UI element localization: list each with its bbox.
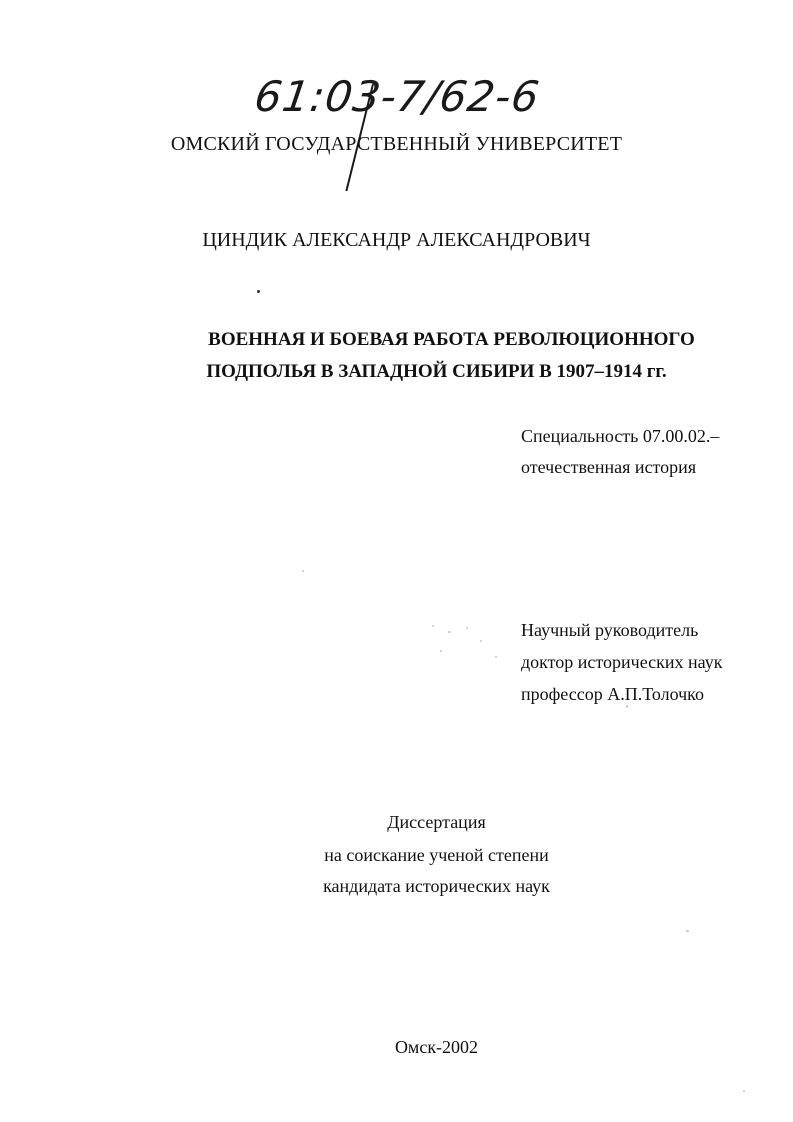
scan-speck: [480, 640, 482, 642]
specialty-name: отечественная история: [521, 457, 697, 477]
dissertation-title-line-2: ПОДПОЛЬЯ В ЗАПАДНОЙ СИБИРИ В 1907–1914 гг.: [206, 361, 667, 382]
dissertation-title-line-1: ВОЕННАЯ И БОЕВАЯ РАБОТА РЕВОЛЮЦИОННОГО: [208, 329, 695, 350]
scan-speck: [302, 570, 304, 572]
scan-speck: [466, 627, 468, 629]
scan-speck: [432, 625, 434, 627]
scan-speck: [440, 650, 442, 652]
university-name: ОМСКИЙ ГОСУДАРСТВЕННЫЙ УНИВЕРСИТЕТ: [170, 133, 623, 155]
dissertation-label: Диссертация: [387, 812, 486, 832]
city-year: Омск-2002: [394, 1037, 479, 1057]
supervisor-degree: доктор исторических наук: [521, 652, 723, 672]
scan-speck: [495, 656, 497, 658]
scan-speck: [257, 290, 260, 293]
dissertation-degree: кандидата исторических наук: [323, 876, 550, 896]
scan-speck: [448, 631, 451, 633]
scan-speck: [686, 930, 689, 932]
scan-speck: [626, 705, 628, 708]
supervisor-name: профессор А.П.Толочко: [521, 684, 705, 704]
supervisor-label: Научный руководитель: [521, 620, 699, 640]
specialty-code: Специальность 07.00.02.–: [521, 426, 720, 446]
handwritten-catalog-number: 61:03-7/62-6: [251, 72, 543, 121]
author-name: ЦИНДИК АЛЕКСАНДР АЛЕКСАНДРОВИЧ: [202, 229, 591, 251]
dissertation-purpose: на соискание ученой степени: [324, 845, 549, 865]
scan-speck: [743, 1090, 745, 1092]
